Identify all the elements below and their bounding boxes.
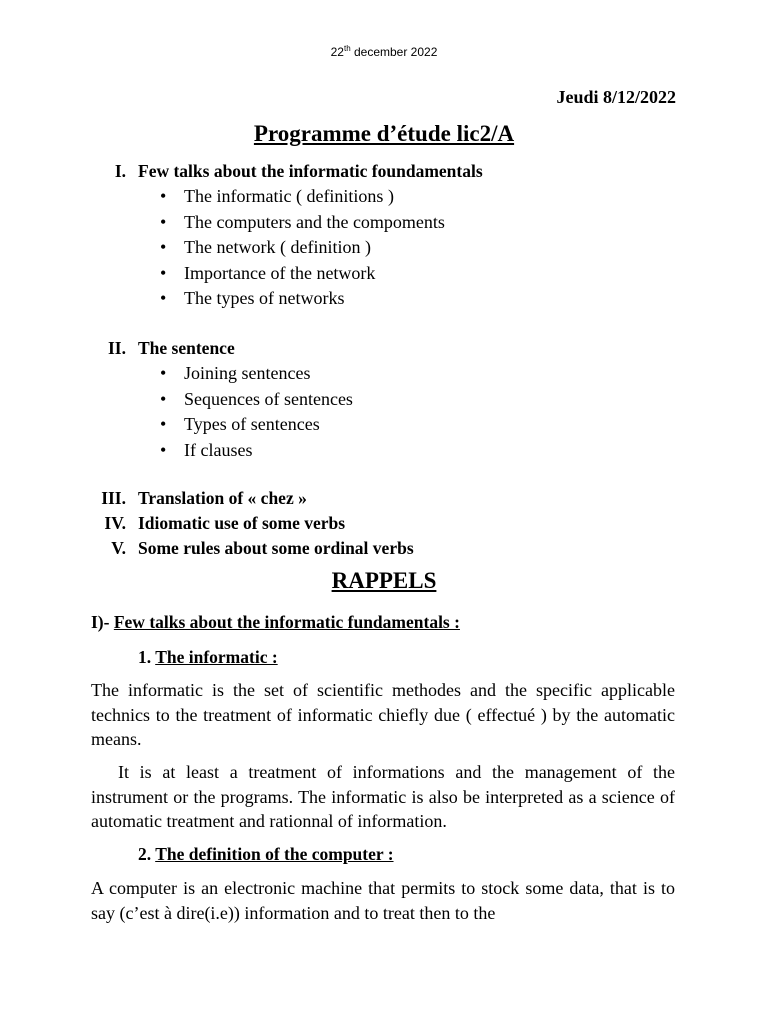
list-item: • Joining sentences [160,361,353,387]
outline-item-1 [114,161,483,182]
outline-label: Few talks about the informatic foundamentals [138,161,483,181]
outline-number: V. [111,538,126,558]
outline-label: Translation of « chez » [138,488,307,508]
page-title: Programme d’étude lic2/A [253,121,515,146]
paragraph-2: It is at least a treatment of informations and the management of the instrument or the programs. The informatic is also be interpreted as a science of automatic treatment and rationnal of information. [91,762,675,831]
outline-item-3 [101,488,307,509]
outline-label: Idiomatic use of some verbs [138,513,346,533]
header-date: 22th december 2022 [330,44,438,59]
list-item: • The network ( definition ) [160,235,445,261]
list-item: • Sequences of sentences [160,387,353,413]
subsection-2-heading: 2. The definition of the computer : [138,844,394,864]
paragraph-1: The informatic is the set of scientific methodes and the specific applicable technics to the treatment of informatic chiefly due ( effectué ) by the automatic means. [91,680,675,749]
list-item: • If clauses [160,438,353,464]
list-item: • Types of sentences [160,412,353,438]
outline-label: Some rules about some ordinal verbs [138,538,414,558]
list-item: • The informatic ( definitions ) [160,184,445,210]
outline-label: The sentence [138,338,235,358]
outline-number: I. [114,161,126,181]
section-heading-rappels: RAPPELS [331,568,437,593]
document-date: Jeudi 8/12/2022 [556,87,676,107]
outline-number: II. [108,338,126,358]
outline-item-2 [108,338,235,359]
outline-number: III. [101,488,126,508]
outline-item-4 [104,513,346,534]
list-item: • The types of networks [160,286,445,312]
outline-1-bullets [160,184,445,312]
paragraph-3: A computer is an electronic machine that permits to stock some data, that is to say (c’est à dire(i.e)) information and to treat then to the [91,878,675,923]
outline-item-5 [111,538,414,559]
section-1-heading: I)- Few talks about the informatic fundamentals : [91,612,460,632]
list-item: • The computers and the compoments [160,210,445,236]
subsection-1-heading: 1. The informatic : [138,647,278,667]
outline-2-bullets [160,361,353,463]
outline-number: IV. [104,513,126,533]
list-item: • Importance of the network [160,261,445,287]
